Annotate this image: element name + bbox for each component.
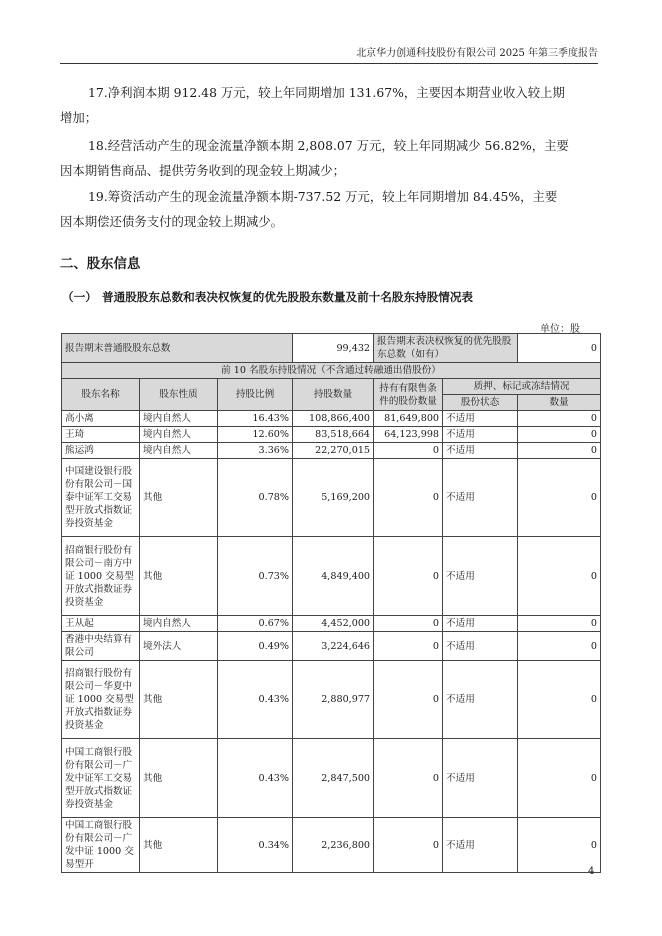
shareholder-name: 王琦 [62, 427, 140, 443]
summary-value-1: 99,432 [293, 334, 374, 363]
pledge-qty: 0 [518, 427, 601, 443]
pledge-status: 不适用 [443, 443, 518, 459]
shareholder-ratio: 12.60% [218, 427, 293, 443]
shareholder-quantity: 2,880,977 [293, 661, 374, 739]
pledge-status: 不适用 [443, 459, 518, 537]
shareholder-quantity: 83,518,664 [293, 427, 374, 443]
shareholder-nature: 其他 [140, 739, 218, 818]
shareholder-nature: 境内自然人 [140, 616, 218, 632]
shareholder-restricted: 0 [374, 459, 443, 537]
col-nature-header: 股东性质 [140, 379, 218, 411]
shareholder-ratio: 0.34% [218, 818, 293, 873]
shareholder-restricted: 64,123,998 [374, 427, 443, 443]
paragraph-operating-cashflow [60, 133, 600, 183]
shareholder-quantity: 3,224,646 [293, 632, 374, 661]
table-row [62, 661, 601, 739]
top10-title: 前 10 名股东持股情况（不含通过转融通出借股份） [62, 363, 601, 379]
shareholder-restricted: 0 [374, 443, 443, 459]
pledge-status: 不适用 [443, 616, 518, 632]
table-row [62, 818, 601, 873]
col-name-header: 股东名称 [62, 379, 140, 411]
shareholder-name: 熊运鸿 [62, 443, 140, 459]
paragraph-line: 17.净利润本期 912.48 万元，较上年同期增加 131.67%，主要因本期营业收入较上期 [88, 85, 565, 100]
shareholder-nature: 境外法人 [140, 632, 218, 661]
shareholder-restricted: 81,649,800 [374, 411, 443, 427]
page-number: 4 [588, 866, 595, 877]
pledge-status: 不适用 [443, 632, 518, 661]
shareholder-quantity: 2,847,500 [293, 739, 374, 818]
shareholder-restricted: 0 [374, 537, 443, 616]
paragraph-line: 增加； [60, 110, 98, 125]
shareholder-ratio: 0.78% [218, 459, 293, 537]
pledge-qty: 0 [518, 632, 601, 661]
pledge-status: 不适用 [443, 411, 518, 427]
summary-row [62, 334, 601, 363]
shareholder-name: 高小离 [62, 411, 140, 427]
shareholder-restricted: 0 [374, 739, 443, 818]
table-row [62, 632, 601, 661]
shareholder-name: 招商银行股份有限公司－华夏中证 1000 交易型开放式指数证券投资基金 [62, 661, 140, 739]
shareholder-restricted: 0 [374, 818, 443, 873]
pledge-qty: 0 [518, 739, 601, 818]
paragraph-line: 因本期偿还债务支付的现金较上期减少。 [60, 214, 284, 229]
shareholder-ratio: 0.49% [218, 632, 293, 661]
shareholder-nature: 境内自然人 [140, 443, 218, 459]
shareholder-quantity: 4,452,000 [293, 616, 374, 632]
shareholder-quantity: 4,849,400 [293, 537, 374, 616]
shareholder-restricted: 0 [374, 632, 443, 661]
pledge-status: 不适用 [443, 739, 518, 818]
paragraph-financing-cashflow [60, 184, 600, 234]
pledge-qty: 0 [518, 661, 601, 739]
col-pledge-qty-header: 数量 [518, 395, 601, 411]
shareholder-name: 中国建设银行股份有限公司－国泰中证军工交易型开放式指数证券投资基金 [62, 459, 140, 537]
paragraph-line: 18.经营活动产生的现金流量净额本期 2,808.07 万元，较上年同期减少 56.82%，主要 [88, 138, 569, 153]
table-row [62, 427, 601, 443]
report-header: 北京华力创通科技股份有限公司 2025 年第三季度报告 [60, 44, 598, 64]
summary-label-2: 报告期末表决权恢复的优先股股东总数（如有） [374, 334, 518, 363]
section-title: 二、股东信息 [60, 257, 141, 272]
table-row [62, 443, 601, 459]
shareholder-quantity: 5,169,200 [293, 459, 374, 537]
table-row [62, 411, 601, 427]
pledge-qty: 0 [518, 818, 601, 873]
pledge-status: 不适用 [443, 537, 518, 616]
paragraph-line: 因本期销售商品、提供劳务收到的现金较上期减少； [60, 163, 345, 178]
top10-title-row [62, 363, 601, 379]
pledge-status: 不适用 [443, 818, 518, 873]
table-row [62, 537, 601, 616]
shareholder-table [61, 333, 601, 873]
shareholder-ratio: 0.43% [218, 661, 293, 739]
subsection-label: （一） [62, 290, 97, 304]
shareholder-nature: 境内自然人 [140, 411, 218, 427]
subsection-text: 普通股股东总数和表决权恢复的优先股股东数量及前十名股东持股情况表 [102, 290, 474, 304]
shareholder-ratio: 0.43% [218, 739, 293, 818]
shareholder-ratio: 0.67% [218, 616, 293, 632]
subsection-title [62, 289, 473, 305]
pledge-qty: 0 [518, 443, 601, 459]
shareholder-restricted: 0 [374, 616, 443, 632]
shareholder-nature: 境内自然人 [140, 427, 218, 443]
shareholder-quantity: 108,866,400 [293, 411, 374, 427]
col-pledge-status-header: 股份状态 [443, 395, 518, 411]
table-row [62, 739, 601, 818]
unit-label: 单位：股 [540, 324, 580, 335]
pledge-qty: 0 [518, 616, 601, 632]
pledge-status: 不适用 [443, 661, 518, 739]
pledge-qty: 0 [518, 411, 601, 427]
summary-label-1: 报告期末普通股股东总数 [62, 334, 293, 363]
table-row [62, 459, 601, 537]
shareholder-ratio: 0.73% [218, 537, 293, 616]
shareholder-quantity: 2,236,800 [293, 818, 374, 873]
pledge-qty: 0 [518, 459, 601, 537]
column-header-row [62, 379, 601, 395]
col-quantity-header: 持股数量 [293, 379, 374, 411]
shareholder-ratio: 16.43% [218, 411, 293, 427]
shareholder-ratio: 3.36% [218, 443, 293, 459]
shareholder-nature: 其他 [140, 661, 218, 739]
pledge-status: 不适用 [443, 427, 518, 443]
shareholder-name: 王从起 [62, 616, 140, 632]
shareholder-name: 中国工商银行股份有限公司－广发中证军工交易型开放式指数证券投资基金 [62, 739, 140, 818]
col-restricted-header: 持有有限售条件的股份数量 [374, 379, 443, 411]
shareholder-restricted: 0 [374, 661, 443, 739]
paragraph-net-profit [60, 80, 600, 130]
pledge-qty: 0 [518, 537, 601, 616]
shareholder-name: 招商银行股份有限公司－南方中证 1000 交易型开放式指数证券投资基金 [62, 537, 140, 616]
shareholder-name: 香港中央结算有限公司 [62, 632, 140, 661]
shareholder-nature: 其他 [140, 537, 218, 616]
paragraph-line: 19.筹资活动产生的现金流量净额本期-737.52 万元，较上年同期增加 84.45%，主要 [88, 189, 558, 204]
col-ratio-header: 持股比例 [218, 379, 293, 411]
shareholder-nature: 其他 [140, 459, 218, 537]
shareholder-nature: 其他 [140, 818, 218, 873]
col-pledge-group-header: 质押、标记或冻结情况 [443, 379, 601, 395]
summary-value-2: 0 [518, 334, 601, 363]
shareholder-name: 中国工商银行股份有限公司－广发中证 1000 交易型开 [62, 818, 140, 873]
shareholder-quantity: 22,270,015 [293, 443, 374, 459]
table-row [62, 616, 601, 632]
